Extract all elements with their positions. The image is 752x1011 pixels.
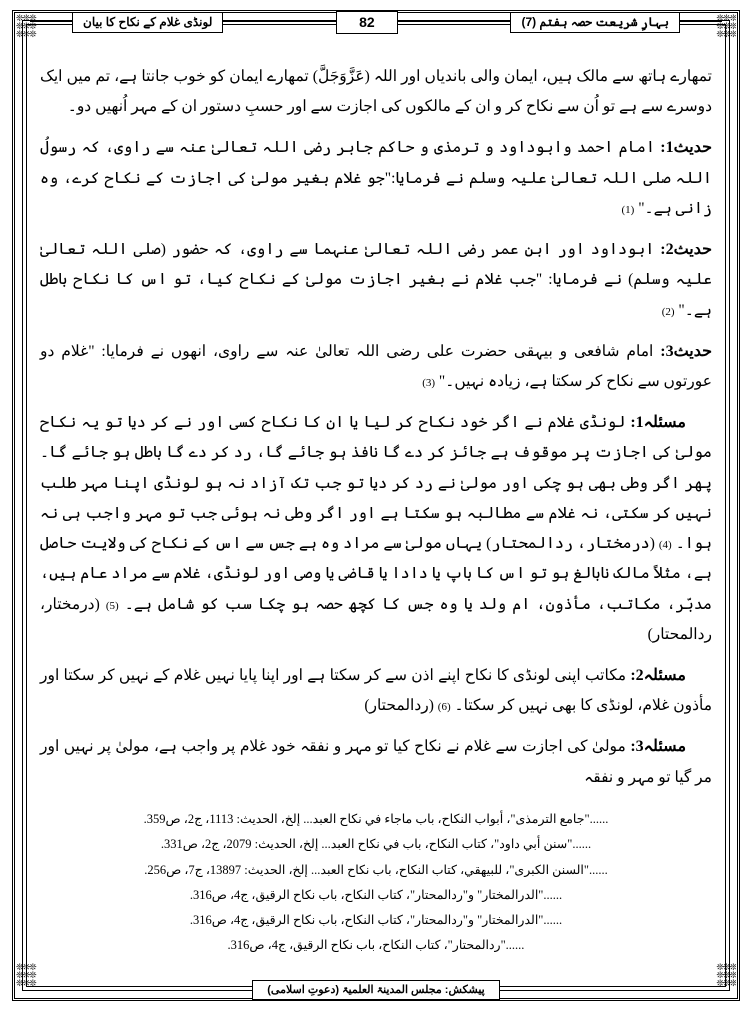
- corner-ornament-glyph: ❊❊❊: [716, 14, 736, 23]
- corner-ornament-glyph: ❊❊❊: [716, 21, 736, 31]
- paragraph-label: حدیث1:: [660, 139, 713, 157]
- paragraph-hadith-1: [40, 132, 712, 224]
- paragraph-text: لونڈی غلام نے اگر خود نکاح کر لیا یا ان کا نکاح کسی اور نے کر دیا تو یہ نکاح مولیٰ کی اجازت پر موقوف ہے جائز کر دے گا نافذ ہو جائے گا، رد کر دے گا باطل ہو جائے گا۔ پھر اگر وطی بھی ہو چکی اور مولیٰ نے رد کر دیا تو جب تک آزاد نہ ہو لونڈی اپنا مہر طلب نہیں کر سکتی، نہ غلام سے مطالبہ ہو سکتا ہے اور اگر وطی نہ ہوئی جب تو مہر واجب ہی نہ ہوا۔: [40, 414, 713, 553]
- footnote-item: ......"السنن الکبری"، للبیهقي، کتاب النکاح، باب نکاح العبد... إلخ، الحدیث: 13897، ج7، ص256.: [144, 862, 608, 877]
- page-header: [28, 8, 724, 36]
- footnote-list: [40, 808, 712, 959]
- paragraph-label: مسئلہ1:: [630, 414, 686, 432]
- paragraph-label: حدیث3:: [660, 342, 713, 360]
- paragraph-masala-1: [40, 407, 712, 650]
- footnote-ref: (4): [658, 539, 672, 552]
- page-number: 82: [336, 11, 398, 34]
- corner-ornament-glyph: ❊❊❊: [16, 963, 36, 972]
- paragraph-label: حدیث2:: [660, 241, 713, 259]
- corner-ornament-glyph: ❊❊❊: [716, 978, 736, 988]
- footnote-item: ......"جامع الترمذی"، أبواب النکاح، باب ماجاء في نکاح العبد... إلخ، الحدیث: 1113، ج2، ص359.: [143, 812, 609, 827]
- footer-credit: پیشکش: مجلس المدینۃ العلمیۃ (دعوتِ اسلامی): [252, 980, 499, 1000]
- header-book-title: بہارِ شریعت حصہ ہفتم (7): [510, 12, 680, 33]
- paragraph-masala-2: [40, 660, 712, 721]
- footnote-ref: (6): [437, 701, 451, 714]
- paragraph-source: (ردالمحتار): [364, 697, 434, 715]
- footnote-ref: (2): [661, 305, 675, 318]
- corner-ornament-glyph: ❊❊❊: [716, 29, 736, 39]
- paragraph-text-continued: (درمختار، ردالمحتار) یہاں مولیٰ سے مراد وہ ہے جس سے اس کے نکاح کی ولایت حاصل ہے، مثلاً مالک نابالغ ہو تو اس کا باپ یا دادا یا قاضی یا وصی اور لونڈی، غلام سے مراد عام ہیں، مدبّر، مکاتب، مأذون، ام ولد یا وہ جس کا کچھ حصہ ہو چکا سب کو شامل ہے۔: [40, 535, 713, 613]
- paragraph-source: (درمختار، ردالمحتار): [40, 595, 712, 643]
- footnote-item: ......"سنن أبي داود"، کتاب النکاح، باب في نکاح العبد... إلخ، الحدیث: 2079، ج2، ص331.: [160, 837, 592, 852]
- paragraph-text: ابوداود اور ابنِ عمر رضی اللہ تعالیٰ عنہما سے راوی، کہ حضور (صلی اللہ تعالیٰ علیہ وسلم) نے فرمایا: "جب غلام نے بغیر اجازت مولیٰ کے نکاح کیا، تو اس کا نکاح باطل ہے۔": [40, 241, 712, 319]
- paragraph-text: امام شافعی و بیہقی حضرت علی رضی اللہ تعالیٰ عنہ سے راوی، انھوں نے فرمایا: "غلام دو عورتوں سے نکاح کر سکتا ہے، زیادہ نہیں۔": [40, 342, 712, 390]
- corner-ornament-glyph: ❊❊❊: [16, 14, 36, 23]
- corner-ornament-glyph: ❊❊❊: [16, 970, 36, 980]
- corner-ornament-glyph: ❊❊❊: [716, 970, 736, 980]
- paragraph-text: امام احمد وابوداود و ترمذی و حاکم جابر رضی اللہ تعالیٰ عنہ سے راوی، کہ رسولُ اللہ صلی اللہ تعالیٰ علیہ وسلم نے فرمایا:"جو غلام بغیر مولیٰ کی اجازت کے نکاح کرے، وہ زانی ہے۔": [40, 139, 712, 217]
- paragraph-text: تمھارے ہاتھ سے مالک ہیں، ایمان والی باندیاں اور اللہ (عَزَّوَجَلَّ) تمھارے ایمان کو خوب جانتا ہے، تم میں ایک دوسرے سے ہے تو اُن سے نکاح کر و ان کے مالکوں کی اجازت سے اور حسبِ دستور ان کے مہر اُنھیں دو۔: [40, 68, 712, 116]
- footnote-ref: (3): [422, 376, 436, 389]
- footnote-item: ......"ردالمحتار"، کتاب النکاح، باب نکاح الرقیق، ج4، ص316.: [227, 937, 525, 952]
- paragraph-hadith-3: [40, 336, 712, 397]
- paragraph-masala-3: [40, 731, 712, 792]
- corner-ornament-glyph: ❊❊❊: [16, 29, 36, 39]
- paragraph-label: مسئلہ3:: [630, 738, 687, 756]
- header-chapter-title: لونڈی غلام کے نکاح کا بیان: [72, 12, 223, 33]
- footnote-item: ......"الدرالمختار" و"ردالمحتار"، کتاب النکاح، باب نکاح الرقیق، ج4، ص316.: [189, 887, 563, 902]
- footnote-item: ......"الدرالمختار" و"ردالمحتار"، کتاب النکاح، باب نکاح الرقیق، ج4، ص316.: [189, 912, 563, 927]
- paragraph-text: مولیٰ کی اجازت سے غلام نے نکاح کیا تو مہر و نفقہ خود غلام پر واجب ہے، مولیٰ پر نہیں اور مر گیا تو مہر و نفقہ: [40, 738, 712, 786]
- paragraph-text: مکاتب اپنی لونڈی کا نکاح اپنے اذن سے کر سکتا ہے اور اپنا پایا نہیں غلام کے نہیں کر سکتا اور مأذون غلام، لونڈی کا بھی نہیں کر سکتا۔: [40, 666, 712, 715]
- paragraph-label: مسئلہ2:: [630, 666, 686, 684]
- paragraph-hadith-2: [40, 234, 712, 326]
- footnote-ref: (1): [621, 203, 635, 216]
- footnote-ref: (5): [105, 599, 119, 612]
- corner-ornament-glyph: ❊❊❊: [16, 21, 36, 31]
- paragraph-intro: [40, 62, 712, 122]
- corner-ornament-glyph: ❊❊❊: [716, 963, 736, 972]
- corner-ornament-glyph: ❊❊❊: [16, 978, 36, 988]
